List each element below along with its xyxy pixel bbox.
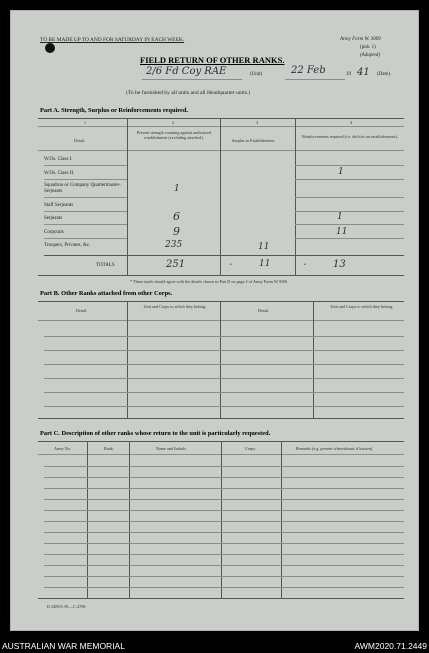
part-c-col-name: Name and Initials. xyxy=(156,446,187,451)
row-detail: Troopers, Privates, &c. xyxy=(44,243,91,248)
row-detail: Staff Serjeants xyxy=(44,203,74,208)
row-reinf: 11 xyxy=(336,227,348,237)
punch-hole xyxy=(45,43,55,53)
row-strength: 235 xyxy=(165,240,183,250)
form-adapted: (Adapted) xyxy=(360,53,380,58)
part-b-col-unit-1: Unit and Corps to which they belong. xyxy=(143,304,207,309)
total-surplus: 11 xyxy=(259,259,271,269)
part-c-col-remarks: Remarks (e.g. present whereabouts if known). xyxy=(296,446,374,451)
col-num-3: 3 xyxy=(256,120,259,125)
footer-institution: AUSTRALIAN WAR MEMORIAL xyxy=(2,641,125,651)
year-handwritten: 41 xyxy=(357,67,370,78)
part-c-col-corps: Corps. xyxy=(245,446,257,451)
row-reinf: 1 xyxy=(337,212,343,222)
total-strength: 251 xyxy=(166,259,186,270)
part-c-col-rank: Rank. xyxy=(104,446,114,451)
part-b-col-unit-2: Unit and Corps to which they belong. xyxy=(330,304,394,309)
row-strength: 9 xyxy=(173,225,180,238)
unit-handwritten: 2/6 Fd Coy RAE xyxy=(146,66,227,77)
part-b-col-detail-1: Detail. xyxy=(76,308,88,313)
print-code: D.3409/5.39.—C.4708 xyxy=(47,604,86,609)
col-num-1: 1 xyxy=(84,120,87,125)
row-detail: Serjeants xyxy=(44,216,63,221)
archive-footer xyxy=(0,640,429,653)
part-a-col-surplus: Surplus to Establishment. xyxy=(232,138,275,143)
col-num-4: 4 xyxy=(350,120,353,125)
col-num-2: 2 xyxy=(172,120,175,125)
row-detail: W.Os. Class II. xyxy=(44,171,75,176)
row-surplus: 11 xyxy=(258,242,270,252)
footer-accession: AWM2020.71.2449 xyxy=(354,641,427,651)
row-strength: 6 xyxy=(173,210,180,223)
part-a-heading: Part A. Strength, Surplus or Reinforcements required. xyxy=(40,107,188,114)
furnish-note: (To be furnished by all units and all Headquarter units.) xyxy=(126,90,251,96)
total-reinf: 13 xyxy=(333,259,346,270)
part-b-col-detail-2: Detail. xyxy=(258,308,270,313)
page-title: FIELD RETURN OF OTHER RANKS. xyxy=(140,55,285,65)
top-notice: TO BE MADE UP TO AND FOR SATURDAY IN EACH WEEK. xyxy=(40,37,185,43)
totals-label: TOTALS xyxy=(96,263,115,268)
row-detail: W.Os. Class I. xyxy=(44,157,73,162)
form-number: Army Form W. 3009 xyxy=(340,37,381,42)
part-a-col-strength: Present strength counting against authorized establishment (excluding attached). xyxy=(136,130,212,140)
row-reinf: 1 xyxy=(338,167,344,177)
row-strength: 1 xyxy=(174,184,180,194)
row-detail: Squadron or Company Quartermaster-Serjeants xyxy=(44,183,121,194)
unit-label: (Unit) xyxy=(250,72,263,77)
date-label: (Date). xyxy=(377,72,392,77)
part-b-heading: Part B. Other Ranks attached from other Corps. xyxy=(40,290,173,297)
part-a-footnote: * These totals should agree with the details shown in Part D on page 2 of Army Form W.3009. xyxy=(130,279,288,284)
row-detail: Corporals xyxy=(44,230,64,235)
year-prefix: 19 xyxy=(346,72,351,77)
form-pub: (pub. 1) xyxy=(360,45,376,50)
part-a-col-detail: Detail. xyxy=(74,138,86,143)
date-handwritten: 22 Feb xyxy=(291,65,326,76)
part-c-col-army-no: Army No. xyxy=(54,446,71,451)
part-c-heading: Part C. Description of other ranks whose return to the unit is particularly requested. xyxy=(40,430,271,437)
part-a-col-reinf: Reinforcements required (i.e. deficits on establishments). xyxy=(302,134,398,139)
